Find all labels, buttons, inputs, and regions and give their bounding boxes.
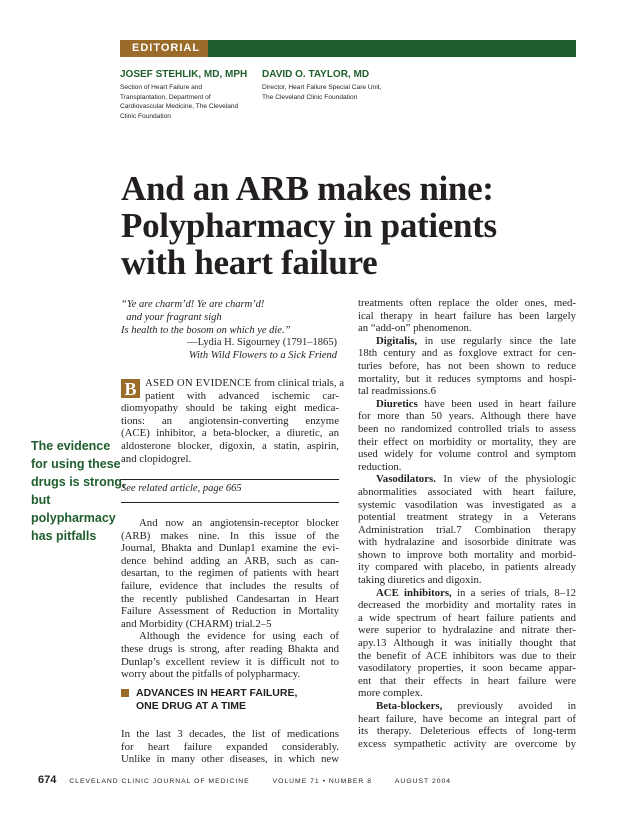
paragraph-lead-in: ACE inhibitors, [376,586,452,599]
paragraph [121,630,339,680]
text-line: shown to improve both mortality and morbid- [358,548,576,561]
author-affiliation [120,83,250,121]
author-block-1 [120,69,250,121]
author-block-2 [262,69,412,102]
section-heading-line: ONE DRUG AT A TIME [136,699,247,712]
text-line: turies before, has not been shown to reduce [358,359,576,372]
text-line: heart failure, have become an integral part of [358,712,576,725]
text-line: these drugs is strong, after reading Bhakta and [121,642,339,655]
journal-volume: VOLUME 71 • NUMBER 8 [272,778,372,785]
epigraph-author: —Lydia H. Sigourney (1791–1865) [187,337,337,349]
epigraph-line: and your fragrant sigh [121,311,222,323]
text-line: excess sympathetic activity are overcome by [358,737,576,750]
pull-quote [31,437,126,545]
journal-date: AUGUST 2004 [394,778,452,785]
text-line: treatments often replace the older ones, med- [358,297,576,309]
affil-line: The Cleveland Clinic Foundation [262,93,358,101]
text-line: (ARB) makes nine. In this issue of the [121,529,339,542]
title-line: with heart failure [121,243,378,282]
affil-line: Director, Heart Failure Special Care Unit, [262,84,382,91]
text-line: tions: an angiotensin-converting enzyme [121,414,339,427]
text-line: from clinical trials, a [251,377,345,389]
text-line: And now an angiotensin-receptor blocker [139,517,339,529]
text-line: mortality, but it reduces symptoms and hospi- [358,372,576,385]
text-line: Although the evidence for using each of [139,630,339,643]
related-article-link[interactable]: See related article, page 665 [121,483,242,494]
text-line: the benefit of ACE inhibitors was due to their [358,649,576,662]
paragraph-lead-in: Beta-blockers, [376,700,443,712]
epigraph-line: “Ye are charm’d! Ye are charm’d! [121,299,265,310]
text-line: their effect on morbidity or mortality, they are [358,435,576,448]
pull-quote-line: drugs is strong, [31,475,126,489]
text-line: dence behind adding an ARB, such as can- [121,554,339,567]
paragraph [358,297,576,335]
text-line: systemic vasodilation was investigated as a [358,498,576,511]
text-line: 18th century and as foxglove extract for cen- [358,347,576,360]
text-line: ical therapy in heart failure has been largely [358,309,576,322]
epigraph [121,299,341,363]
intro-paragraph [121,377,345,465]
text-line: more complex. [358,687,423,700]
text-line: worry about the pitfalls of polypharmacy. [121,668,301,681]
text-line: decreased the morbidity and mortality rates in [358,599,576,612]
pull-quote-line: has pitfalls [31,529,97,543]
text-line: apy.13 Although it was initially thought that [358,637,576,650]
affil-line: Cardiovascular Medicine, The Cleveland [120,103,239,110]
drop-cap: B [121,379,140,398]
divider [121,479,339,480]
section-heading-line: ADVANCES IN HEART FAILURE, [136,687,298,699]
title-line: And an ARB makes nine: [121,169,494,208]
affil-line: Transplantation, Department of [120,93,211,101]
author-name: JOSEF STEHLIK, MD, MPH [120,69,248,80]
text-line: (ACE) inhibitor, a beta-blocker, a diuretic, an [121,427,339,440]
text-line: abnormalities associated with heart failure, [358,485,576,498]
text-line: Digitalis, in use regularly since the late [376,334,576,347]
text-line: a wide spectrum of heart failure patients and [358,611,576,624]
column-1-body [121,517,339,681]
author-affiliation [262,83,412,102]
text-line: and clopidogrel. [121,452,192,465]
square-bullet-icon [121,689,129,697]
text-line: diomyopathy should be taking eight medica- [121,402,339,415]
text-line: its therapy. Deleterious effects of long-term [358,725,576,738]
text-line: Failure Assessment of Reduction in Mortality [121,605,339,618]
text-line: were superior to hydralazine and nitrate ther- [358,624,576,637]
text-line: for heart failure expanded considerably. [121,740,339,753]
paragraph-lead-in: Vasodilators. [376,473,436,486]
epigraph-line: Is health to the bosom on which ye die.” [121,324,291,336]
pull-quote-line: polypharmacy [31,511,116,525]
title-line: Polypharmacy in patients [121,206,497,245]
text-line: failure, evidence that includes the results of [121,579,339,592]
text-line: Vasodilators. In view of the physiologic [376,473,576,486]
text-line: the recently published Candesartan in Heart [121,592,339,605]
affil-line: Clinic Foundation [120,112,171,120]
page-footer [38,774,578,786]
paragraph [358,700,576,750]
paragraph [358,587,576,700]
text-line: used widely for volume control and symptom [358,448,576,461]
text-line: Diuretics have been used in heart failure [376,397,576,410]
text-line: with hydralazine and isosorbide dinitrate was [358,536,576,549]
text-line: and Morbidity (CHARM) trial.2–5 [121,617,272,630]
column-2-body [358,297,576,750]
text-line: an “add-on” phenomenon. [358,322,472,335]
text-line: for more than 50 years. Although there have [358,410,576,423]
text-line: ent that their effects in heart failure were [358,674,576,687]
author-name: DAVID O. TAYLOR, MD [262,69,370,80]
paragraph [358,335,576,398]
column-1-tail [121,728,339,766]
epigraph-source: With Wild Flowers to a Sick Friend [188,350,337,362]
text-line: Beta-blockers, previously avoided in [376,700,576,712]
text-line: Dunlap’s excellent review it is difficult not to [121,655,339,668]
text-line: taking diuretics and digoxin. [358,574,482,587]
journal-name: CLEVELAND CLINIC JOURNAL OF MEDICINE [69,778,250,785]
text-line: desartan, to the regimen of patients with heart [121,567,339,580]
text-line: vasodilatory properties, it soon became appar- [358,662,576,675]
section-heading [121,687,339,712]
text-line: aldosterone blocker, digoxin, a statin, aspirin, [121,439,339,452]
paragraph [358,473,576,586]
text-line: ity compared with placebo, in patients already [358,561,576,574]
text-line: reduction. [358,460,402,473]
affil-line: Section of Heart Failure and [120,84,203,91]
paragraph [358,398,576,474]
text-line: In the last 3 decades, the list of medications [121,728,339,740]
pull-quote-line: for using these [31,457,121,471]
text-line: Journal, Bhakta and Dunlap1 examine the evi- [121,542,339,555]
text-line: potential treatment strategy in a Veterans [358,511,576,524]
text-line: been no randomized controlled trials to assess [358,422,576,435]
paragraph-lead-in: Diuretics [376,397,418,410]
divider [121,502,339,503]
pull-quote-line: The evidence [31,439,111,453]
lead-in-smallcaps: ASED ON EVIDENCE [145,377,252,389]
page-number: 674 [38,774,57,786]
article-title [121,170,561,281]
paragraph-lead-in: Digitalis, [376,334,418,347]
text-line: Administration trial.7 Combination therapy [358,523,576,536]
paragraph [121,517,339,630]
pull-quote-line: but [31,493,51,507]
section-label: EDITORIAL [120,40,208,57]
paragraph [121,728,339,766]
text-line: tal readmissions.6 [358,385,436,398]
text-line: ACE inhibitors, in a series of trials, 8–12 [376,586,576,599]
section-banner [120,40,576,57]
text-line: Unlike in many other diseases, in which new [121,753,339,766]
text-line: patient with advanced ischemic car- [145,389,339,402]
